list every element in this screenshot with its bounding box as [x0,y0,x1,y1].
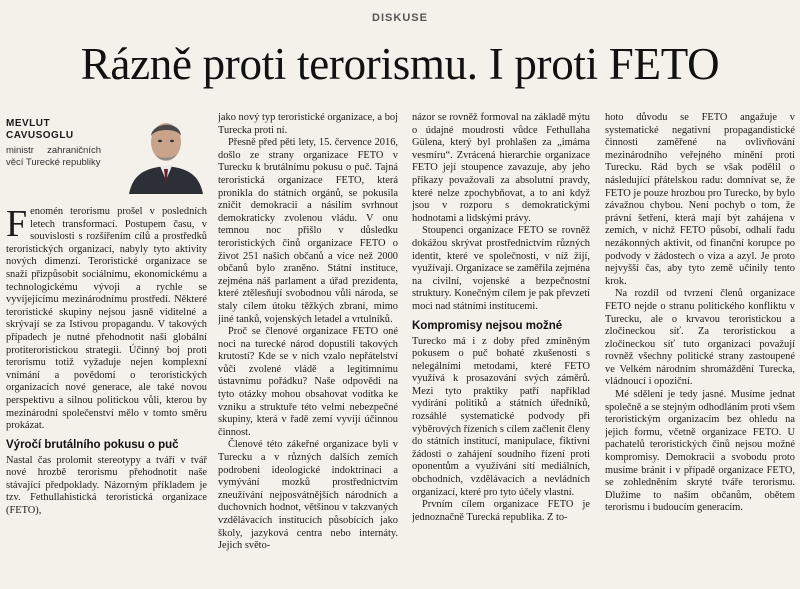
paragraph: enomén terorismu prošel v posledních letech transformací. Postupem času, v souvislosti s rozšířením cílů a prostředků teroristických organizací, nabyly tyto aktivity nových dimenzí. Teroristické organizace se snaží přizpůsobit sociálnímu, ekonomickému a technologickému vývoji a rychle se vyvíjejícímu mezinárodnímu prostředí. Některé teroristické skupiny nejsou jasně viditelné a skrývají se za Istivou propagandu. V takových případech je nutné přehodnotit naši globální protiteroristickou strategii. Účinný boj proti terorismu totiž vyžaduje nejen komplexní vnímání a povědomí o teroristických organizacích nové generace, ale také novou perspektivu a silnou politickou vůli, kterou by mezinárodní společenství mělo v tomto směru prokázat. [6,206,207,432]
subheading: Výročí brutálního pokusu o puč [6,438,179,451]
subheading: Kompromisy nejsou možné [412,319,563,332]
drop-cap: F [6,203,28,245]
article-column-1 [6,118,207,588]
paragraph: Na rozdíl od tvrzení členů organizace FETO nejde o stranu politického konfliktu v Turecku, ale o krvavou teroristickou a zločineckou síť. Za teroristickou a zločineckou síť tuto organizaci považují rovněž všechny politické strany zastoupené ve Velkém národním shromáždění Turecka, vládnoucí i opoziční. [605,288,795,388]
author-last-name: CAVUSOGLU [6,130,74,141]
paragraph: Přesně před pěti lety, 15. července 2016, došlo ze strany organizace FETO v Turecku k brutálnímu pokusu o puč. Tajná teroristická organizace FETO, která pronikla do státních orgánů, se pokusila zničit demokracii a násilím svrhnout demokraticky zvolenou vládu. V onu temnou noc přišlo v důsledku teroristických činů organizace FETO o život 251 našich občanů a více než 2000 občanů bylo zraněno. Státní instituce, zejména náš parlament a úřad prezidenta, které ztělesňují svobodnou vůli národa, se staly cílem útoku těžkých zbraní, mimo jiné tanků, vojenských letadel a vrtulníků. [218,137,398,325]
paragraph: jako nový typ teroristické organizace, a boj Turecka proti ní. [218,112,398,136]
author-role: ministr zahraničních věcí Turecké republiky [6,145,101,168]
author-portrait [125,118,207,194]
paragraph: názor se rovněž formoval na základě mýtu o údajné moudrosti vůdce Fethullaha Gülena, který byl prohlašen za „imáma vesmíru“. Zvrácená hierarchie organizace FETO její stoupence zavazuje, aby jeho příkazy považovali za absolutní pravdy, které nelze zpochybňovat, a to ani když jsou v rozporu s demokratickými hodnotami a lidskými právy. [412,112,590,224]
paragraph: Proč se členové organizace FETO oné noci na turecké národ dopustili takových krutostí? Kde se v nich vzalo nepřátelství vůči zvolené vládě a legitimnímu ústavnímu pořádku? Naše odpovědi na tyto otázky mohou obsahovat vodítka ke vzniku a struktuře této velmi nebezpečné skupiny, která v řadě zemí vyvíjí účinnou činnost. [218,326,398,438]
paragraph: Mé sdělení je tedy jasné. Musíme jednat společně a se stejným odhodláním proti všem teroristickým organizacím bez ohledu na jejich formu, včetně organizace FETO. U pachatelů teroristických činů nejsou možné kompromisy. Demokracii a svobodu proto musíme bránit i v případě organizace FETO, se zohledněním skryté tváře terorismu. Dlužíme to našim občanům, obětem terorismu i budoucím generacím. [605,389,795,514]
paragraph: Prvním cílem organizace FETO je jednoznačně Turecká republika. Z to- [412,499,590,523]
author-box [6,118,207,198]
article-column-4 [605,112,795,582]
section-label: DISKUSE [372,12,428,24]
paragraph: hoto důvodu se FETO angažuje v systematické negativní propagandistické činnosti zaměřené na ovlivňování mezinárodního veřejného mínění proti Turecku. Rád bych se však podělil o následující přátelskou radu: domnívat se, že FETO je pouze hrozbou pro Turecko, by bylo závažnou chybou. Není pochyb o tom, že právní šetření, která mají být zahájena v zemích, v nichž FETO působí, odhalí řadu nezákonných aktivit, od finanční korupce po podvody v žádostech o víza a azyl. Je proto nejvyšší čas, aby tyto země učinily tento krok. [605,112,795,287]
article-column-2 [218,112,398,582]
author-name [6,118,86,142]
paragraph: Stoupenci organizace FETO se rovněž dokážou skrývat prostřednictvím různých identit, které ve společnosti, v níž žijí, využívají. Organizace se zaměřila zejména na civilní, vojenské a bezpečnostní struktury. Konečným cílem je pak převzetí moci nad státními institucemi. [412,225,590,312]
author-first-name: MEVLUT [6,118,51,129]
article-column-3 [412,112,590,582]
paragraph: Nastal čas prolomit stereotypy a tváří v tvář nové hrozbě terorismu přehodnotit naše stávající předpoklady. Názorným příkladem je tzv. Fethullahistická teroristická organizace (FETO), [6,454,207,517]
paragraph: Turecko má i z doby před zmíněným pokusem o puč bohaté zkušenosti s nelegálními metodami, které FETO využívá k prosazování svých záměrů. Mezi tyto praktiky patří například vydírání politiků a státních úředníků, rozsáhlé systematické podvody při výběrových řízeních s cílem začlenit členy do státních institucí, manipulace, fiktivní žádosti o zahájení soudního řízení proti oponentům a využívání sítí mediálních, obchodních, vzdělávacích a nevládních organizací, které pro tyto účely vlastní. [412,335,590,498]
headline: Rázně proti terorismu. I proti FETO [80,39,720,89]
paragraph: Členové této zákeřné organizace byli v Turecku a v různých dalších zemích podrobeni ideologické indoktrinaci a vymývání mozků prostřednictvím zneužívání nejposvátnějších národních a duchovních hodnot, většinou v takzvaných vzdělávacích institucích působících jako školy, jazyková centra nebo internáty. Jejich světo- [218,439,398,552]
